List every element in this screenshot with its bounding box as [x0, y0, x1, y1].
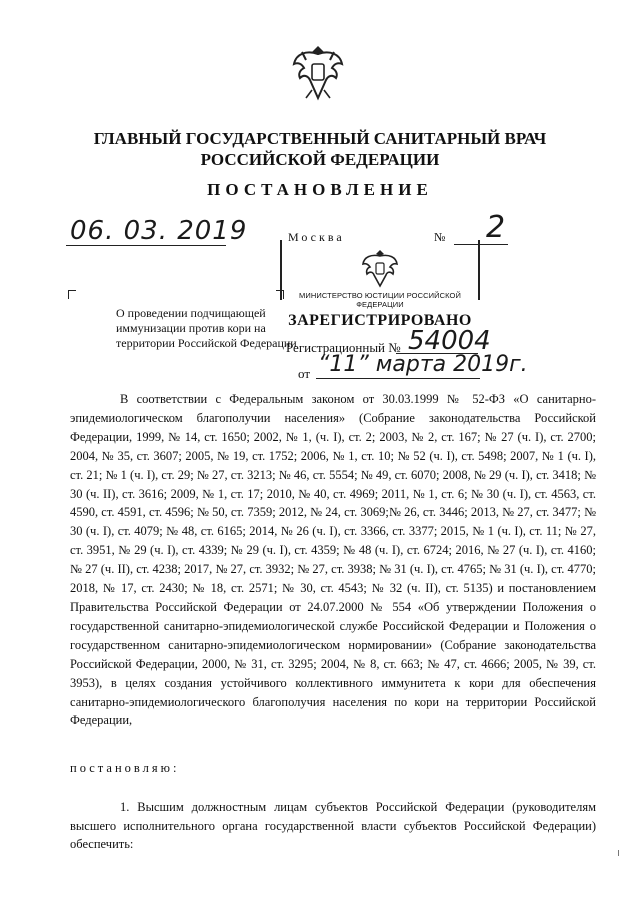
number-underline [454, 244, 508, 245]
scan-edge-mark [618, 850, 623, 856]
stamp-ministry: МИНИСТЕРСТВО ЮСТИЦИИ РОССИЙСКОЙ ФЕДЕРАЦИИ [299, 291, 461, 309]
decree-word: постановляю: [70, 761, 180, 775]
number-label: № [434, 230, 446, 244]
stamp-from-label: от [298, 366, 311, 381]
preamble-text: В соответствии с Федеральным законом от 30.03.1999 № 52-ФЗ «О санитарно-эпидемиологическом благополучии населения» (Собрание законодательства Российской Федерации, 1999, № 14, ст. 1650; 2002, № 1, (ч. I), ст. 2; 2003, № 2, ст. 167; № 27 (ч. I), ст. 2700; 2004, № 35, ст. 3607; 2005, № 19, ст. 1752; 2006, № 1, ст. 10; № 52 (ч. I), ст. 5498; 2007, № 1 (ч. I), ст. 21; № 1 (ч. I), ст. 29; № 27, ст. 3213; № 46, ст. 5554; № 49, ст. 6070; 2008, № 29 (ч. I), ст. 3418; № 30 (ч. II), ст. 3616; 2009, № 1, ст. 17; 2010, № 40, ст. 4969; 2011, № 1, ст. 6; № 30 (ч. I), ст. 4563, ст. 4590, ст. 4591, ст. 4596; № 50, ст. 7359; 2012, № 24, ст. 3069;№ 26, ст. 3446; 2013, № 27, ст. 3477; № 30 (ч. I), ст. 4079; № 48, ст. 6165; 2014, № 26 (ч. I), ст. 3366, ст. 3377; 2015, № 1 (ч. I), ст. 11; № 27, ст. 3951, № 29 (ч. I), ст. 4339; № 29 (ч. I), ст. 4359; № 48 (ч. I), ст. 6724; 2016, № 27 (ч. I), ст. 4160; № 27 (ч. II), ст. 4238; 2017, № 27, ст. 3932; № 27, ст. 3938; № 31 (ч. I), ст. 4765; № 31 (ч. I), ст. 4770; 2018, № 17, ст. 2430; № 18, ст. 2571; № 30, ст. 4543; № 32 (ч. II), ст. 5135) и постановлением Правительства Российской Федерации от 24.07.2000 № 554 «Об утверждении Положения о государственной санитарно-эпидемиологической службе Российской Федерации и Положения о государственном санитарно-эпидемиологическом нормировании» (Собрание законодательства Российской Федерации, 2000, № 31, ст. 3295; 2004, № 8, ст. 663; № 47, ст. 4666; 2005, № 39, ст. 3953), в целях создания устойчивого коллективного иммунитета к кори для обеспечения санитарно-эпидемиологического благополучия населения по кори на территории Российской Федерации, [70, 392, 596, 728]
stamp-reg-number-label: Регистрационный № [286, 340, 401, 355]
document-title: ПОСТАНОВЛЕНИЕ [207, 180, 433, 199]
stamp-date-underline [316, 378, 480, 379]
document-number: 2 [486, 210, 506, 245]
document-date: 06. 03. 2019 [70, 216, 248, 246]
org-name-line1: ГЛАВНЫЙ ГОСУДАРСТВЕННЫЙ САНИТАРНЫЙ ВРАЧ [93, 129, 547, 148]
subject-corner-left [68, 290, 76, 299]
city-label: Москва [288, 230, 345, 244]
stamp-reg-number: 54004 [408, 326, 491, 356]
stamp-registered: ЗАРЕГИСТРИРОВАНО [288, 312, 472, 329]
date-underline [66, 245, 226, 246]
org-name-line2: РОССИЙСКОЙ ФЕДЕРАЦИИ [200, 150, 440, 169]
item-1-text: 1. Высшим должностным лицам субъектов Российской Федерации (руководителям высшего исполнительного органа государственной власти субъектов Российской Федерации) обеспечить: [70, 800, 596, 851]
preamble-paragraph [70, 390, 596, 730]
stamp-frame-right [478, 240, 480, 300]
item-1 [70, 798, 596, 854]
stamp-reg-date: “11” марта 2019г. [318, 352, 528, 377]
coat-of-arms-icon [288, 40, 348, 104]
stamp-coat-of-arms-icon [358, 248, 402, 288]
document-subject: О проведении подчищающей иммунизации против кори на территории Российской Федерации [116, 306, 297, 350]
